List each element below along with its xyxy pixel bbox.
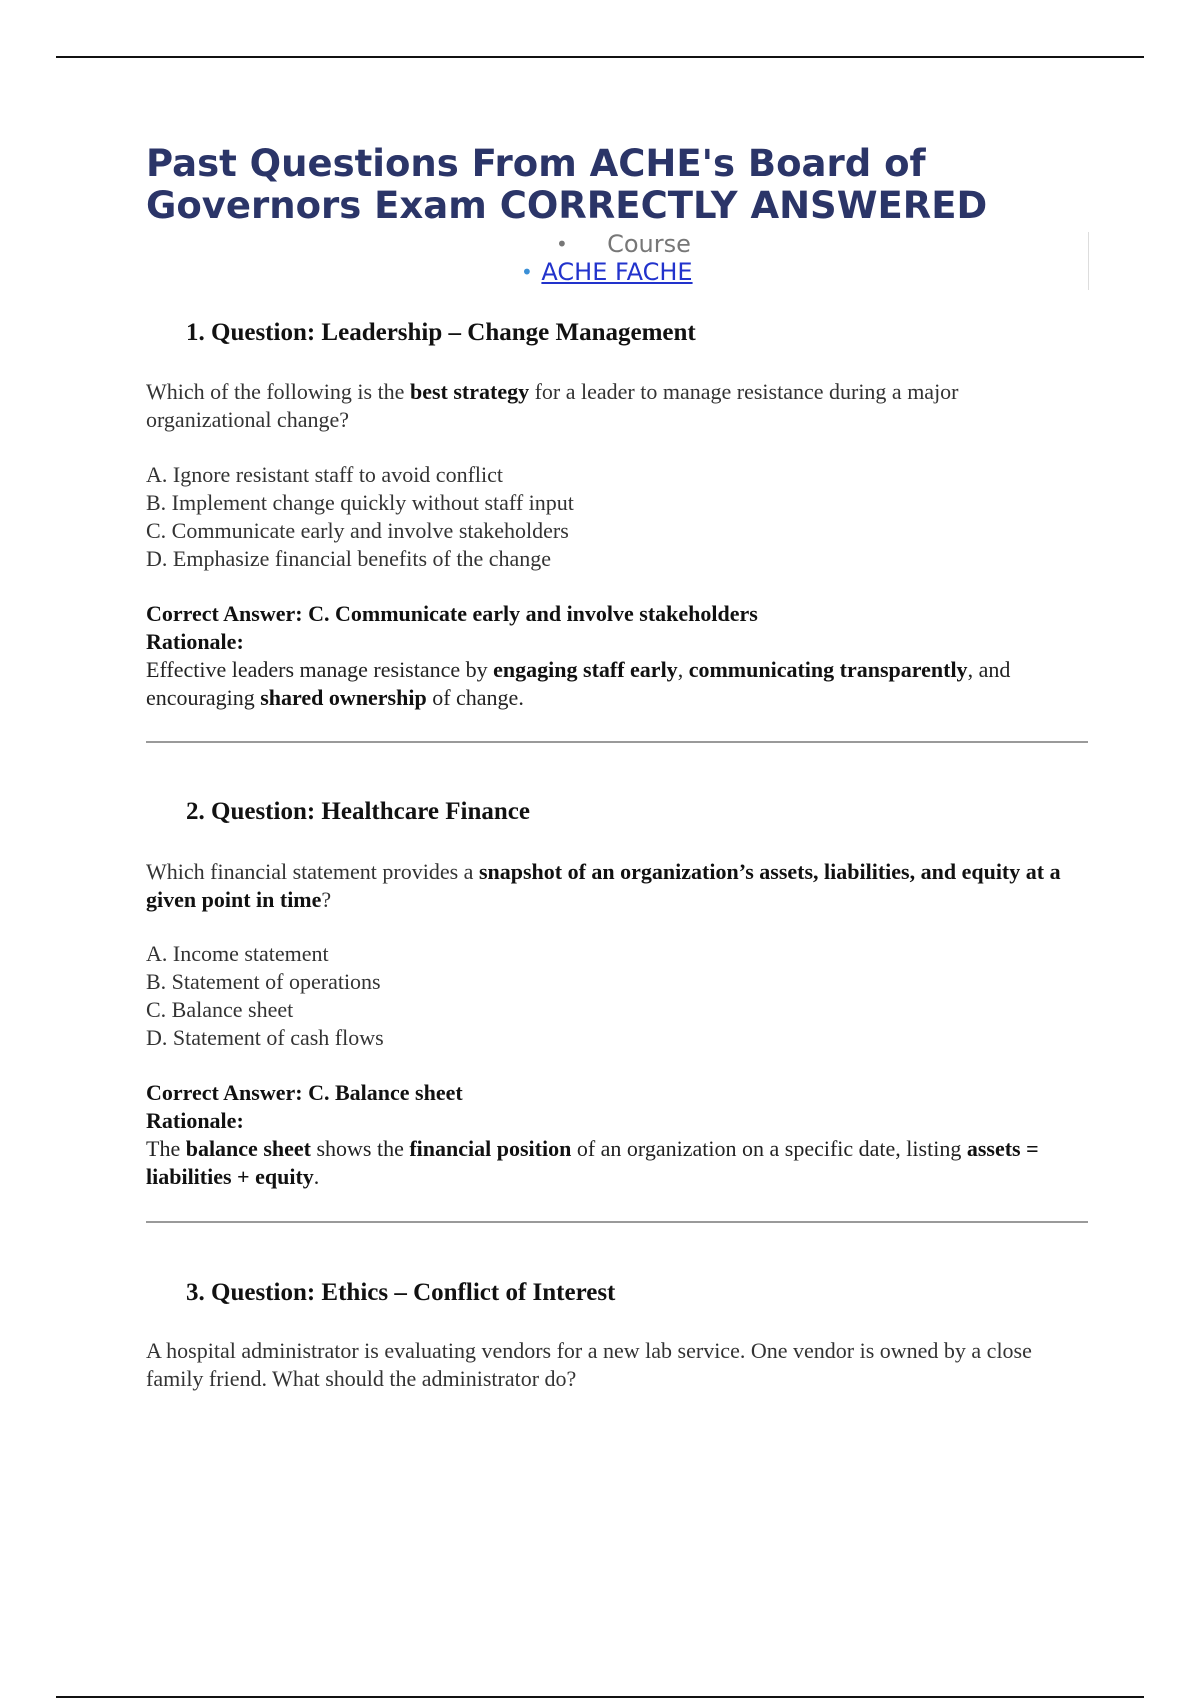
section-divider <box>146 741 1088 743</box>
page-bottom-rule <box>56 1696 1144 1698</box>
option-c: C. Balance sheet <box>146 997 294 1022</box>
option-b: B. Statement of operations <box>146 969 381 994</box>
question-1-stem: Which of the following is the best strategy for a leader to manage resistance during a major organizational change? <box>146 379 959 432</box>
option-b: B. Implement change quickly without staff input <box>146 490 574 515</box>
question-1-options <box>146 461 574 573</box>
question-2-options <box>146 940 384 1052</box>
option-a: A. Income statement <box>146 941 329 966</box>
rationale-text: Effective leaders manage resistance by engaging staff early, communicating transparently, and encouraging shared ownership of change. <box>146 657 1011 710</box>
question-1-answer-block <box>146 600 1088 712</box>
option-c: C. Communicate early and involve stakeholders <box>146 518 569 543</box>
page-top-rule <box>56 56 1144 58</box>
course-label: • Course <box>146 230 1088 258</box>
question-3-heading: 3. Question: Ethics – Conflict of Interest <box>186 1279 616 1306</box>
correct-answer: Correct Answer: C. Balance sheet <box>146 1080 463 1105</box>
course-tag-link[interactable]: ACHE FACHE <box>541 258 693 286</box>
course-tag-item <box>146 258 1088 286</box>
question-1-heading: 1. Question: Leadership – Change Management <box>186 319 696 346</box>
rationale-label: Rationale: <box>146 1108 244 1133</box>
question-3-stem: A hospital administrator is evaluating vendors for a new lab service. One vendor is owned by a close family friend. What should the administrator do? <box>146 1338 1032 1391</box>
rationale-label: Rationale: <box>146 629 244 654</box>
rationale-text: The balance sheet shows the financial position of an organization on a specific date, listing assets = liabilities + equity. <box>146 1136 1039 1189</box>
question-2-heading: 2. Question: Healthcare Finance <box>186 798 530 825</box>
question-2-stem: Which financial statement provides a snapshot of an organization’s assets, liabilities, and equity at a given point in time? <box>146 859 1061 912</box>
section-divider <box>146 1221 1088 1223</box>
option-d: D. Emphasize financial benefits of the change <box>146 546 552 571</box>
question-2-answer-block <box>146 1079 1088 1191</box>
meta-divider <box>1088 232 1089 290</box>
correct-answer: Correct Answer: C. Communicate early and involve stakeholders <box>146 601 758 626</box>
option-a: A. Ignore resistant staff to avoid conflict <box>146 462 503 487</box>
option-d: D. Statement of cash flows <box>146 1025 384 1050</box>
course-meta-list <box>146 230 1088 286</box>
page-title: Past Questions From ACHE's Board of Governors Exam CORRECTLY ANSWERED <box>146 142 988 227</box>
